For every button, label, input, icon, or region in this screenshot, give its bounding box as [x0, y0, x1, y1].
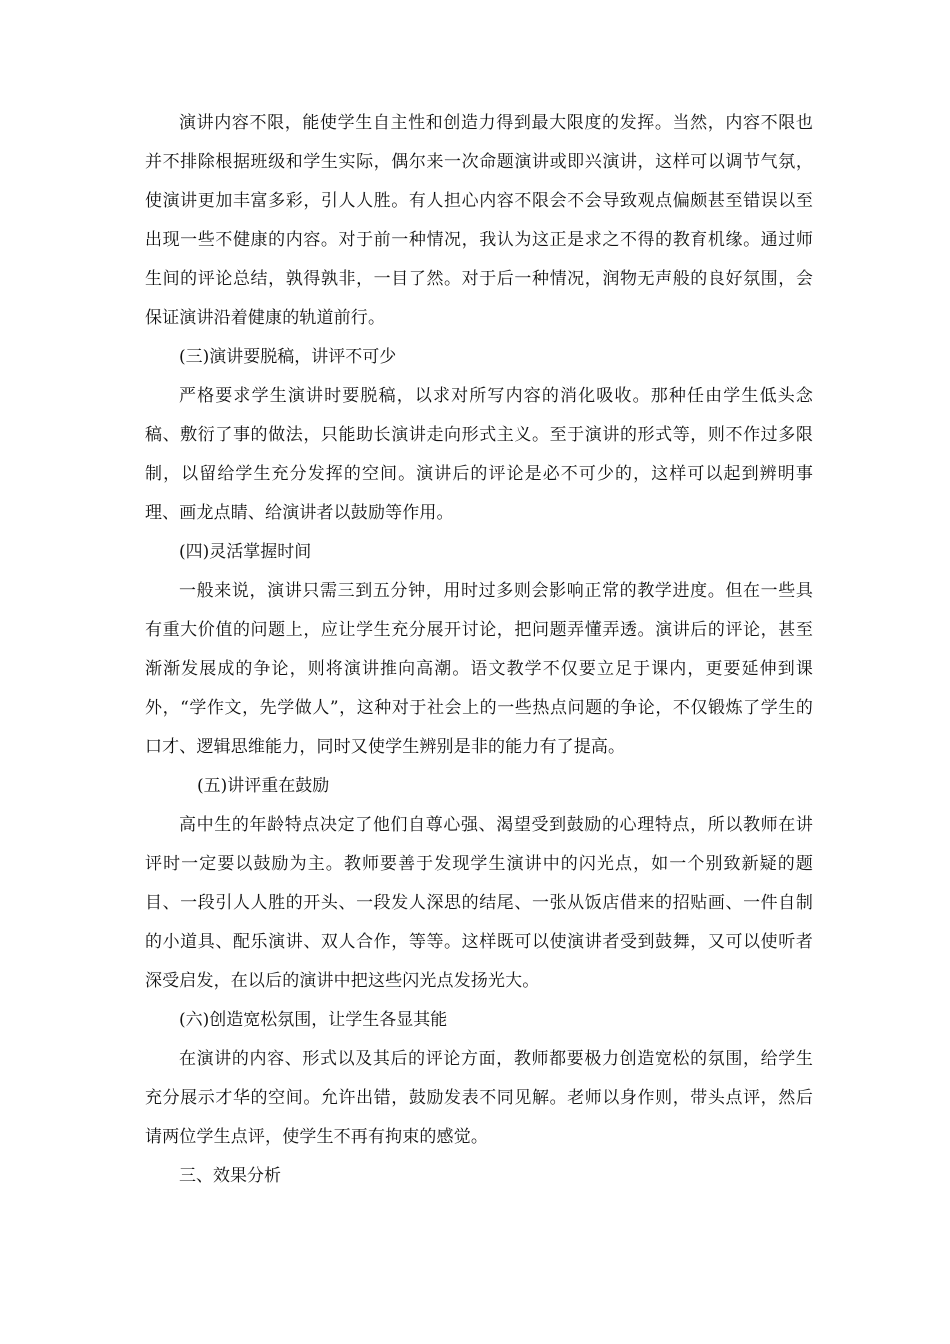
section-heading-4: (四)灵活掌握时间	[179, 542, 312, 562]
paragraph-no-script: 严格要求学生演讲时要脱稿，以求对所写内容的消化吸收。那种任由学生低头念稿、敷衍了事的做法，只能助长演讲走向形式主义。至于演讲的形式等，则不作过多限制，以留给学生充分发挥的空间。演讲后的评论是必不可少的，这样可以起到辨明事理、画龙点睛、给演讲者以鼓励等作用。	[145, 386, 813, 523]
document-page	[145, 104, 813, 1196]
paragraph-content-unrestricted: 演讲内容不限，能使学生自主性和创造力得到最大限度的发挥。当然，内容不限也并不排除根据班级和学生实际，偶尔来一次命题演讲或即兴演讲，这样可以调节气氛，使演讲更加丰富多彩，引人人胜。有人担心内容不限会不会导致观点偏颇甚至错误以至出现一些不健康的内容。对于前一种情况，我认为这正是求之不得的教育机缘。通过师生间的评论总结，孰得孰非，一目了然。对于后一种情况，润物无声般的良好氛围，会保证演讲沿着健康的轨道前行。	[145, 113, 813, 328]
section-heading-effect-analysis: 三、效果分析	[179, 1166, 281, 1186]
section-heading-3: (三)演讲要脱稿，讲评不可少	[179, 347, 397, 367]
section-heading-5: (五)讲评重在鼓励	[197, 776, 330, 796]
paragraph-time-control: 一般来说，演讲只需三到五分钟，用时过多则会影响正常的教学进度。但在一些具有重大价值的问题上，应让学生充分展开讨论，把问题弄懂弄透。演讲后的评论，甚至渐渐发展成的争论，则将演讲推向高潮。语文教学不仅要立足于课内，更要延伸到课外，“学作文，先学做人”，这种对于社会上的一些热点问题的争论，不仅锻炼了学生的口才、逻辑思维能力，同时又使学生辨别是非的能力有了提高。	[145, 581, 813, 757]
paragraph-relaxed-atmosphere: 在演讲的内容、形式以及其后的评论方面，教师都要极力创造宽松的氛围，给学生充分展示才华的空间。允许出错，鼓励发表不同见解。老师以身作则，带头点评，然后请两位学生点评，使学生不再有拘束的感觉。	[145, 1049, 813, 1147]
section-heading-6: (六)创造宽松氛围，让学生各显其能	[179, 1010, 448, 1030]
paragraph-encouragement: 高中生的年龄特点决定了他们自尊心强、渴望受到鼓励的心理特点，所以教师在讲评时一定要以鼓励为主。教师要善于发现学生演讲中的闪光点，如一个别致新疑的题目、一段引人人胜的开头、一段发人深思的结尾、一张从饭店借来的招贴画、一件自制的小道具、配乐演讲、双人合作，等等。这样既可以使演讲者受到鼓舞，又可以使听者深受启发，在以后的演讲中把这些闪光点发扬光大。	[145, 815, 813, 991]
